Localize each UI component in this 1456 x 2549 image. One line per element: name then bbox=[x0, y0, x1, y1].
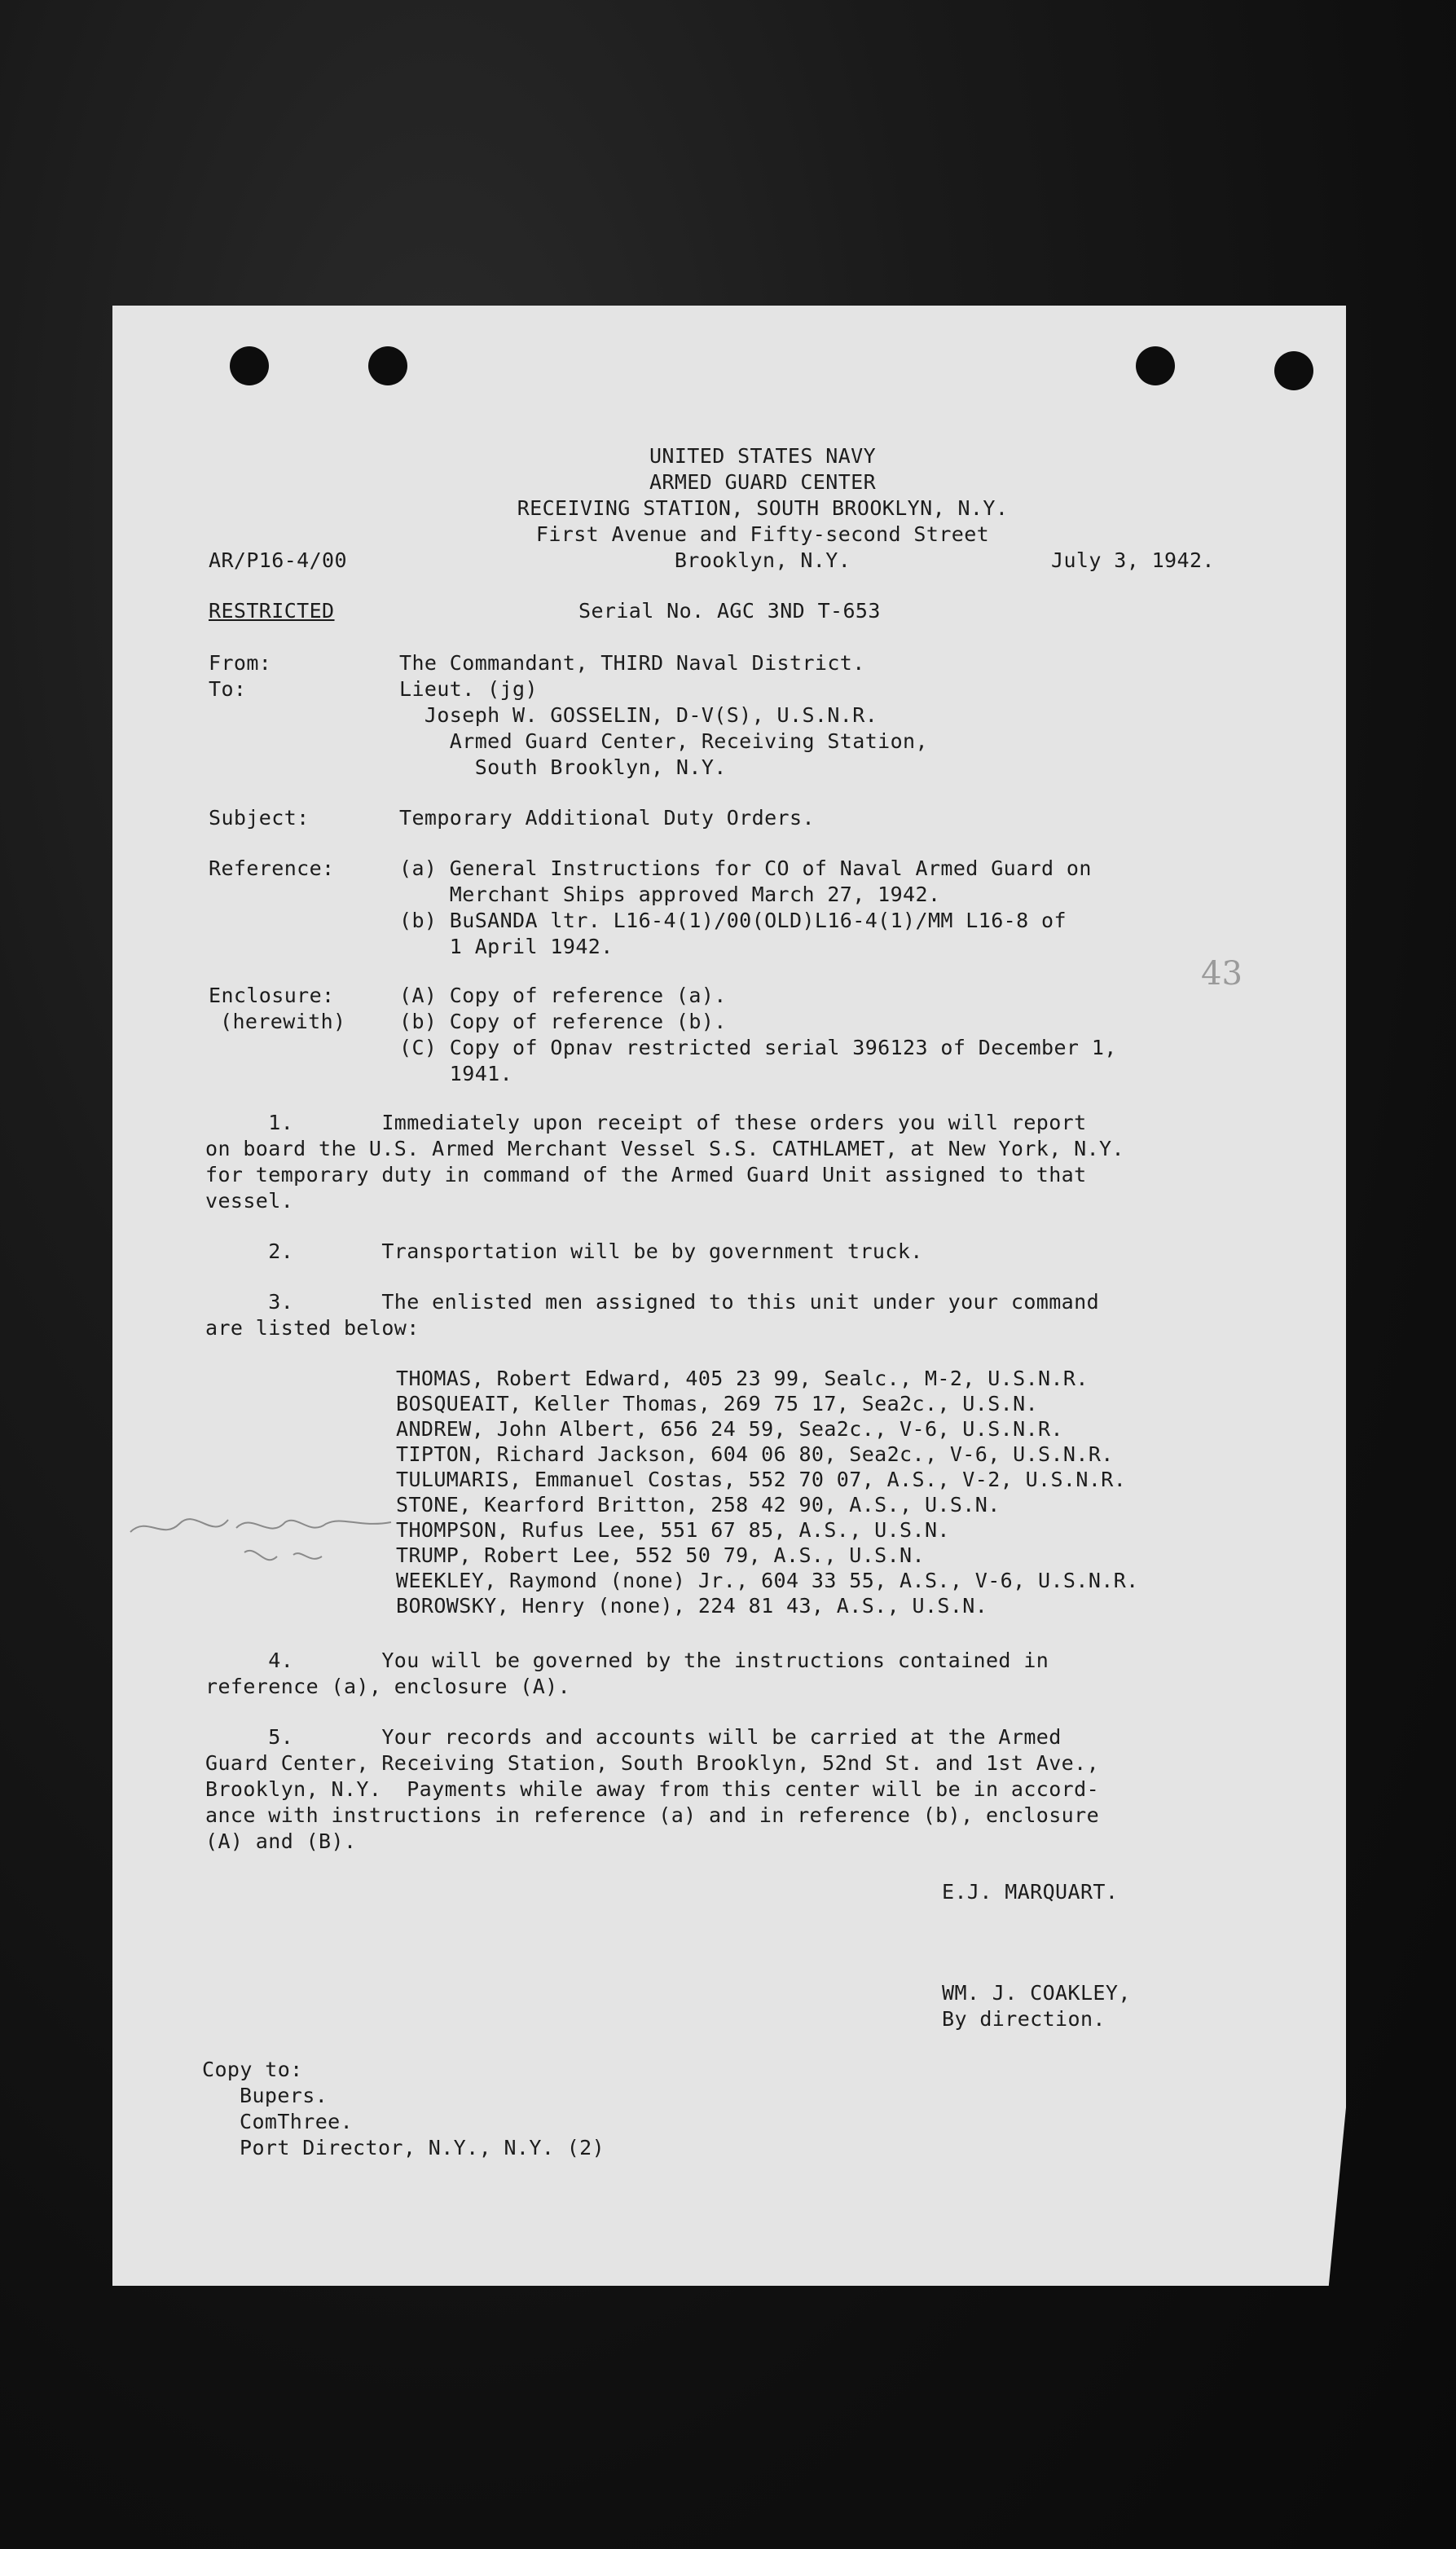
enclosure-line: 1941. bbox=[399, 1062, 513, 1085]
serial-number: Serial No. AGC 3ND T-653 bbox=[578, 599, 881, 623]
classification-label: RESTRICTED bbox=[209, 599, 335, 623]
subject-value: Temporary Additional Duty Orders. bbox=[399, 806, 815, 830]
letterhead-line-5: Brooklyn, N.Y. bbox=[674, 548, 851, 572]
letterhead-line-1: UNITED STATES NAVY bbox=[649, 444, 877, 468]
enclosure-sub-label: (herewith) bbox=[220, 1010, 346, 1033]
enclosure-line: (b) Copy of reference (b). bbox=[399, 1010, 727, 1033]
reference-line: Merchant Ships approved March 27, 1942. bbox=[399, 883, 941, 906]
from-value: The Commandant, THIRD Naval District. bbox=[399, 651, 865, 675]
reference-line: (b) BuSANDA ltr. L16-4(1)/00(OLD)L16-4(1)/MM L16-8 of bbox=[399, 909, 1067, 932]
enclosure-line: (C) Copy of Opnav restricted serial 396123 of December 1, bbox=[399, 1036, 1117, 1059]
letterhead-line-2: ARMED GUARD CENTER bbox=[649, 470, 877, 494]
paragraph-3-line: are listed below: bbox=[205, 1316, 420, 1340]
punch-hole bbox=[1274, 351, 1313, 390]
letterhead-line-3: RECEIVING STATION, SOUTH BROOKLYN, N.Y. bbox=[517, 496, 1009, 520]
enclosure-label: Enclosure: bbox=[209, 984, 335, 1007]
from-label: From: bbox=[209, 651, 272, 675]
copy-to-item: Bupers. bbox=[240, 2084, 328, 2107]
subject-label: Subject: bbox=[209, 806, 310, 830]
crew-list-item: ANDREW, John Albert, 656 24 59, Sea2c., V-6, U.S.N.R. bbox=[396, 1417, 1063, 1441]
file-reference: AR/P16-4/00 bbox=[209, 548, 347, 572]
punch-hole bbox=[368, 346, 407, 385]
copy-to-label: Copy to: bbox=[202, 2058, 303, 2081]
crew-list-item: BOROWSKY, Henry (none), 224 81 43, A.S., U.S.N. bbox=[396, 1594, 988, 1618]
letterhead-line-4: First Avenue and Fifty-second Street bbox=[535, 522, 990, 546]
crew-list-item: STONE, Kearford Britton, 258 42 90, A.S., U.S.N. bbox=[396, 1493, 1001, 1517]
crew-list-item: TRUMP, Robert Lee, 552 50 79, A.S., U.S.N. bbox=[396, 1543, 925, 1567]
crew-list-item: BOSQUEAIT, Keller Thomas, 269 75 17, Sea2c., U.S.N. bbox=[396, 1392, 1039, 1415]
to-line: South Brooklyn, N.Y. bbox=[399, 755, 727, 779]
paragraph-2: 2. Transportation will be by government truck. bbox=[205, 1239, 923, 1263]
reference-label: Reference: bbox=[209, 856, 335, 880]
paragraph-5-line: Brooklyn, N.Y. Payments while away from this center will be in accord- bbox=[205, 1777, 1100, 1801]
paragraph-5-line: Guard Center, Receiving Station, South Brooklyn, 52nd St. and 1st Ave., bbox=[205, 1751, 1100, 1775]
crew-list-item: TIPTON, Richard Jackson, 604 06 80, Sea2c., V-6, U.S.N.R. bbox=[396, 1442, 1114, 1466]
copy-to-item: Port Director, N.Y., N.Y. (2) bbox=[240, 2136, 605, 2159]
paragraph-4-line: 4. You will be governed by the instructions contained in bbox=[205, 1649, 1049, 1672]
enclosure-line: (A) Copy of reference (a). bbox=[399, 984, 727, 1007]
to-label: To: bbox=[209, 677, 247, 701]
paragraph-1-line: on board the U.S. Armed Merchant Vessel S.S. CATHLAMET, at New York, N.Y. bbox=[205, 1137, 1124, 1160]
copy-to-item: ComThree. bbox=[240, 2110, 354, 2133]
signature-name: E.J. MARQUART. bbox=[942, 1880, 1119, 1904]
punch-hole bbox=[230, 346, 269, 385]
direction-by: By direction. bbox=[942, 2007, 1106, 2031]
crew-list-item: WEEKLEY, Raymond (none) Jr., 604 33 55, A.S., V-6, U.S.N.R. bbox=[396, 1569, 1139, 1592]
letter-date: July 3, 1942. bbox=[1051, 548, 1215, 572]
crew-list-item: THOMAS, Robert Edward, 405 23 99, Sealc., M-2, U.S.N.R. bbox=[396, 1367, 1089, 1390]
crew-list-item: THOMPSON, Rufus Lee, 551 67 85, A.S., U.S.N. bbox=[396, 1518, 950, 1542]
reference-line: 1 April 1942. bbox=[399, 935, 614, 958]
reference-line: (a) General Instructions for CO of Naval Armed Guard on bbox=[399, 856, 1092, 880]
paragraph-1-line: 1. Immediately upon receipt of these orders you will report bbox=[205, 1111, 1087, 1134]
direction-name: WM. J. COAKLEY, bbox=[942, 1981, 1131, 2005]
handwritten-annotation bbox=[122, 1491, 399, 1581]
paragraph-1-line: for temporary duty in command of the Armed Guard Unit assigned to that bbox=[205, 1163, 1087, 1186]
crew-list-item: TULUMARIS, Emmanuel Costas, 552 70 07, A.S., V-2, U.S.N.R. bbox=[396, 1468, 1127, 1491]
paragraph-4-line: reference (a), enclosure (A). bbox=[205, 1675, 571, 1698]
paragraph-1-line: vessel. bbox=[205, 1189, 294, 1213]
to-line: Lieut. (jg) bbox=[399, 677, 538, 701]
paragraph-5-line: ance with instructions in reference (a) and in reference (b), enclosure bbox=[205, 1803, 1100, 1827]
to-line: Armed Guard Center, Receiving Station, bbox=[399, 729, 928, 753]
punch-hole bbox=[1136, 346, 1175, 385]
page-number-stamp: 43 bbox=[1201, 955, 1243, 993]
paragraph-5-line: 5. Your records and accounts will be carried at the Armed bbox=[205, 1725, 1062, 1749]
paragraph-3-line: 3. The enlisted men assigned to this unit under your command bbox=[205, 1290, 1100, 1314]
paragraph-5-line: (A) and (B). bbox=[205, 1829, 357, 1853]
to-line: Joseph W. GOSSELIN, D-V(S), U.S.N.R. bbox=[399, 703, 878, 727]
